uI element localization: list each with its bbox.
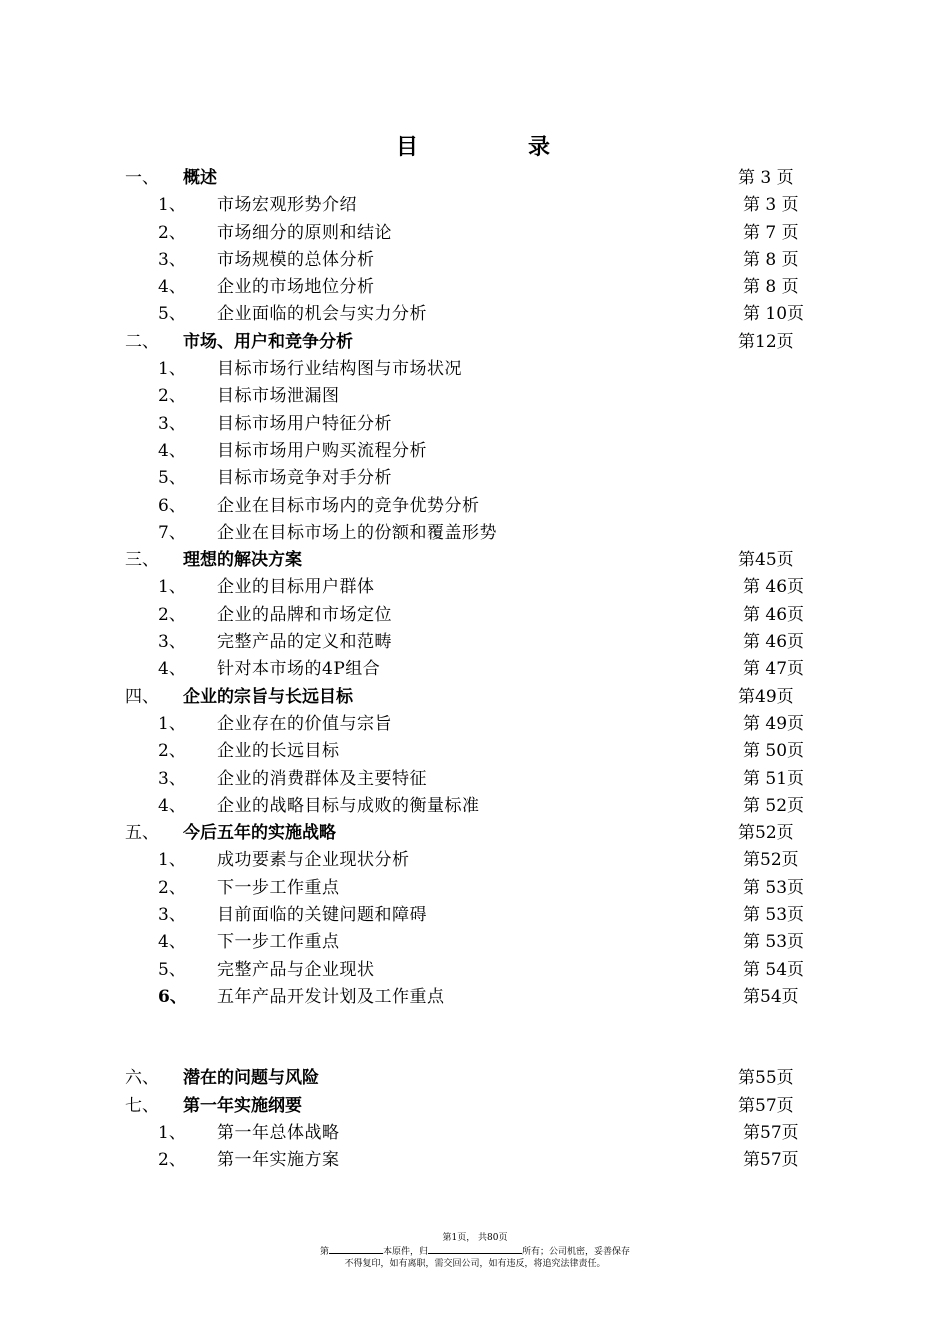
toc-item-title: 完整产品与企业现状 — [217, 959, 375, 980]
toc-item-number: 2、 — [158, 222, 186, 243]
toc-subsection-row — [0, 1120, 950, 1147]
toc-subsection-row — [0, 656, 950, 683]
toc-item-number: 四、 — [125, 686, 159, 707]
toc-item-title: 目标市场用户特征分析 — [217, 413, 392, 434]
toc-item-title: 市场、用户和竞争分析 — [183, 331, 353, 352]
toc-item-page: 第 10页 — [743, 304, 805, 325]
toc-item-title: 潜在的问题与风险 — [183, 1068, 319, 1089]
toc-item-number: 7、 — [158, 522, 186, 543]
toc-subsection-row — [0, 247, 950, 274]
toc-item-page: 第 7 页 — [743, 222, 799, 243]
toc-item-number: 6、 — [158, 986, 187, 1007]
toc-item-number: 1、 — [158, 195, 186, 216]
toc-subsection-row — [0, 520, 950, 547]
toc-subsection-row — [0, 274, 950, 301]
toc-section-row — [0, 1065, 950, 1092]
toc-item-title: 五年产品开发计划及工作重点 — [217, 986, 445, 1007]
toc-item-number: 2、 — [158, 1150, 186, 1171]
toc-item-page: 第52页 — [743, 850, 799, 871]
toc-subsection-row — [0, 602, 950, 629]
toc-item-title: 完整产品的定义和范畴 — [217, 632, 392, 653]
toc-subsection-row — [0, 957, 950, 984]
toc-item-title: 目标市场竞争对手分析 — [217, 468, 392, 489]
toc-item-number: 二、 — [125, 331, 159, 352]
toc-section-row — [0, 684, 950, 711]
toc-item-page: 第57页 — [743, 1150, 799, 1171]
toc-item-number: 1、 — [158, 850, 186, 871]
toc-item-title: 成功要素与企业现状分析 — [217, 850, 410, 871]
toc-subsection-row — [0, 493, 950, 520]
toc-item-page: 第54页 — [743, 986, 799, 1007]
toc-item-number: 2、 — [158, 741, 186, 762]
toc-item-page: 第 46页 — [743, 632, 805, 653]
toc-item-title: 下一步工作重点 — [217, 877, 340, 898]
toc-item-number: 1、 — [158, 577, 186, 598]
toc-item-title: 今后五年的实施战略 — [183, 823, 336, 844]
toc-item-number: 4、 — [158, 795, 186, 816]
toc-item-number: 1、 — [158, 359, 186, 380]
toc-item-title: 市场宏观形势介绍 — [217, 195, 357, 216]
toc-item-title: 第一年实施纲要 — [183, 1095, 302, 1116]
toc-item-page: 第 8 页 — [743, 277, 799, 298]
toc-section-row — [0, 165, 950, 192]
footer-page-info: 第1页， 共80页 — [442, 1233, 508, 1243]
footer-line-1-suffix: 所有；公司机密，妥善保存 — [522, 1247, 631, 1257]
toc-item-number: 五、 — [125, 823, 159, 844]
toc-item-title: 企业的市场地位分析 — [217, 277, 375, 298]
toc-item-page: 第 53页 — [743, 932, 805, 953]
toc-subsection-row — [0, 984, 950, 1011]
toc-section-row — [0, 820, 950, 847]
toc-item-page: 第 46页 — [743, 604, 805, 625]
footer-blank-2 — [428, 1244, 522, 1254]
toc-item-title: 企业在目标市场内的竞争优势分析 — [217, 495, 480, 516]
toc-item-page: 第 53页 — [743, 877, 805, 898]
toc-item-title: 目标市场用户购买流程分析 — [217, 440, 427, 461]
toc-item-title: 企业存在的价值与宗旨 — [217, 713, 392, 734]
toc-item-page: 第49页 — [738, 686, 794, 707]
toc-item-title: 针对本市场的4P组合 — [217, 659, 381, 680]
toc-item-title: 目前面临的关键问题和障碍 — [217, 905, 427, 926]
toc-item-number: 一、 — [125, 168, 159, 188]
toc-item-page: 第 3 页 — [743, 195, 799, 216]
toc-subsection-row — [0, 847, 950, 874]
toc-item-number: 5、 — [158, 304, 186, 325]
toc-item-number: 1、 — [158, 713, 186, 734]
toc-item-title: 企业的长远目标 — [217, 741, 340, 762]
toc-subsection-row — [0, 301, 950, 328]
footer-line-1 — [0, 1244, 950, 1258]
toc-subsection-row — [0, 711, 950, 738]
toc-item-number: 4、 — [158, 659, 186, 680]
toc-item-number: 4、 — [158, 277, 186, 298]
toc-item-title: 市场细分的原则和结论 — [217, 222, 392, 243]
toc-subsection-row — [0, 875, 950, 902]
toc-item-title: 第一年总体战略 — [217, 1122, 340, 1143]
toc-item-page: 第 53页 — [743, 905, 805, 926]
toc-item-title: 企业的宗旨与长远目标 — [183, 686, 353, 707]
toc-item-title: 企业在目标市场上的份额和覆盖形势 — [217, 522, 497, 543]
toc-subsection-row — [0, 192, 950, 219]
toc-subsection-row — [0, 574, 950, 601]
toc-item-title: 企业的目标用户群体 — [217, 577, 375, 598]
toc-item-page: 第57页 — [743, 1122, 799, 1143]
toc-item-number: 5、 — [158, 468, 186, 489]
toc-item-page: 第 8 页 — [743, 249, 799, 270]
toc-item-number: 3、 — [158, 905, 186, 926]
toc-item-number: 2、 — [158, 386, 186, 407]
table-of-contents — [0, 165, 950, 1174]
toc-item-number: 4、 — [158, 440, 186, 461]
toc-item-page: 第 46页 — [743, 577, 805, 598]
toc-item-title: 企业的品牌和市场定位 — [217, 604, 392, 625]
toc-item-title: 理想的解决方案 — [183, 550, 302, 571]
toc-item-page: 第 50页 — [743, 741, 805, 762]
toc-section-row — [0, 329, 950, 356]
footer-line-1-middle: 本原件，归 — [382, 1247, 428, 1257]
toc-subsection-row — [0, 902, 950, 929]
toc-subsection-row — [0, 738, 950, 765]
toc-subsection-row — [0, 766, 950, 793]
toc-item-page: 第 3 页 — [738, 168, 794, 188]
toc-item-number: 3、 — [158, 413, 186, 434]
toc-item-title: 企业的战略目标与成败的衡量标准 — [217, 795, 480, 816]
toc-subsection-row — [0, 383, 950, 410]
toc-item-title: 企业面临的机会与实力分析 — [217, 304, 427, 325]
toc-item-title: 市场规模的总体分析 — [217, 249, 375, 270]
toc-subsection-row — [0, 929, 950, 956]
toc-subsection-row — [0, 220, 950, 247]
toc-item-page: 第12页 — [738, 331, 794, 352]
toc-item-number: 六、 — [125, 1068, 159, 1089]
toc-item-page: 第52页 — [738, 823, 794, 844]
toc-subsection-row — [0, 793, 950, 820]
toc-item-title: 下一步工作重点 — [217, 932, 340, 953]
toc-subsection-row — [0, 1147, 950, 1174]
toc-subsection-row — [0, 629, 950, 656]
toc-item-number: 6、 — [158, 495, 186, 516]
toc-item-page: 第 49页 — [743, 713, 805, 734]
toc-item-page: 第55页 — [738, 1068, 794, 1089]
toc-item-number: 3、 — [158, 249, 186, 270]
toc-subsection-row — [0, 465, 950, 492]
toc-section-row — [0, 1093, 950, 1120]
toc-item-page: 第 47页 — [743, 659, 805, 680]
page-title: 目 录 — [395, 135, 594, 160]
toc-subsection-row — [0, 356, 950, 383]
toc-item-number: 3、 — [158, 768, 186, 789]
toc-item-page: 第57页 — [738, 1095, 794, 1116]
toc-item-number: 七、 — [125, 1095, 159, 1116]
toc-item-number: 2、 — [158, 604, 186, 625]
page-footer — [0, 1232, 950, 1270]
toc-item-number: 3、 — [158, 632, 186, 653]
toc-item-title: 企业的消费群体及主要特征 — [217, 768, 427, 789]
toc-item-number: 三、 — [125, 550, 159, 571]
toc-item-page: 第45页 — [738, 550, 794, 571]
toc-subsection-row — [0, 411, 950, 438]
toc-item-title: 第一年实施方案 — [217, 1150, 340, 1171]
toc-item-page: 第 51页 — [743, 768, 805, 789]
footer-blank-1 — [329, 1244, 383, 1254]
toc-item-number: 1、 — [158, 1122, 186, 1143]
toc-subsection-row — [0, 438, 950, 465]
toc-section-row — [0, 547, 950, 574]
toc-item-number: 2、 — [158, 877, 186, 898]
toc-item-page: 第 52页 — [743, 795, 805, 816]
toc-item-number: 5、 — [158, 959, 186, 980]
toc-item-number: 4、 — [158, 932, 186, 953]
toc-item-page: 第 54页 — [743, 959, 805, 980]
toc-item-title: 目标市场行业结构图与市场状况 — [217, 359, 462, 380]
toc-item-title: 概述 — [183, 168, 217, 188]
footer-line-1-prefix: 第 — [319, 1247, 329, 1257]
toc-item-title: 目标市场泄漏图 — [217, 386, 340, 407]
footer-line-2: 不得复印，如有离职，需交回公司，如有违反，将追究法律责任。 — [344, 1259, 606, 1269]
